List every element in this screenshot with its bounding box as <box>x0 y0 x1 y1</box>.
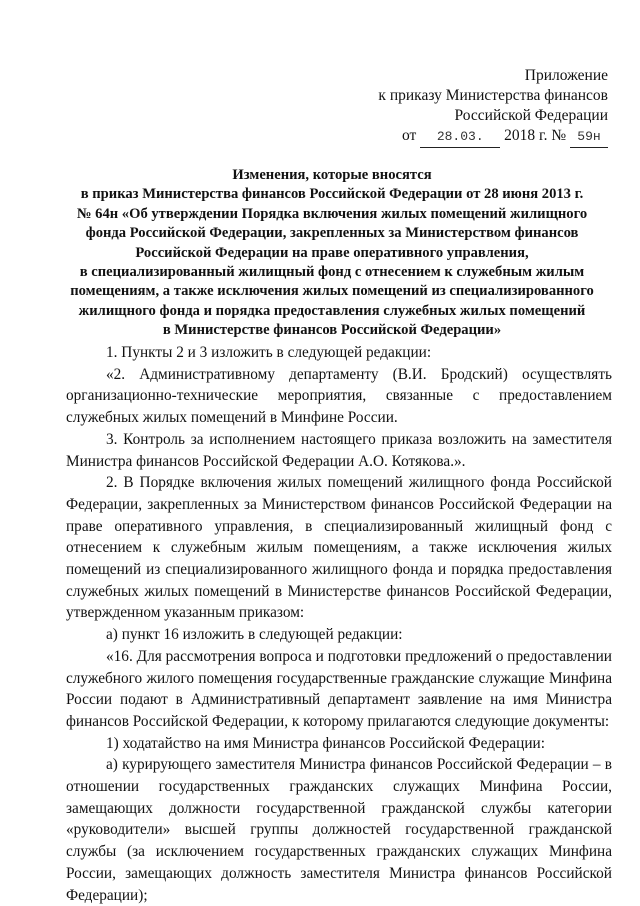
paragraph-4: 2. В Порядке включения жилых помещений жилищного фонда Российской Федерации, закрепленных за Министерством финансов Российской Федерации на праве оперативного управления, в специализированный жилищный фонд с отнесением к служебным жилым помещениям, а также исключения жилых помещений из специализированного жилищного фонда и порядка предоставления служебных жилых помещений в Министерстве финансов Российской Федерации, утвержденном указанным приказом: <box>66 474 612 622</box>
title-line: жилищного фонда и порядка предоставления служебных жилых помещений <box>78 302 586 319</box>
document-title <box>62 166 602 341</box>
title-line: Изменения, которые вносятся <box>232 167 432 183</box>
document-body <box>66 342 612 906</box>
title-line: Российской Федерации на праве оперативного управления, <box>135 244 529 261</box>
appendix-line-1: к приказу Министерства финансов <box>378 87 608 104</box>
paragraph-1: 1. Пункты 2 и 3 изложить в следующей редакции: <box>106 344 432 361</box>
order-year: 2018 г. № <box>504 127 567 144</box>
paragraph-2: «2. Административному департаменту (В.И. Бродский) осуществлять организационно-технические мероприятия, связанные с предоставлением служебных жилых помещений в Минфине России. <box>66 365 612 427</box>
paragraph-6: «16. Для рассмотрения вопроса и подготовки предложений о предоставлении служебного жилого помещения государственные гражданские служащие Минфина России подают в Административный департамент заявление на имя Министра финансов Российской Федерации, к которому прилагаются следующие документы: <box>66 647 612 730</box>
paragraph-8: а) курирующего заместителя Министра финансов Российской Федерации – в отношении государственных гражданских служащих Минфина России, замещающих должности государственной гражданской службы категории «руководители» высшей группы должностей государственной гражданской службы (за исключением государственных гражданских служащих Минфина России, замещающих должность заместителя Министра финансов Российской Федерации); <box>66 756 612 904</box>
title-line: в специализированный жилищный фонд с отнесением к служебным жилым <box>79 264 585 281</box>
appendix-line-2: Российской Федерации <box>454 107 608 124</box>
appendix-header <box>308 66 608 148</box>
title-line: в приказ Министерства финансов Российской Федерации от 28 июня 2013 г. <box>80 186 584 203</box>
order-number-field: 59н <box>570 127 608 148</box>
paragraph-7: 1) ходатайство на имя Министра финансов Российской Федерации: <box>106 734 545 752</box>
paragraph-3: 3. Контроль за исполнением настоящего приказа возложить на заместителя Министра финансов Российской Федерации А.О. Котякова.». <box>66 430 612 470</box>
title-line: помещениям, а также исключения жилых помещений из специализированного <box>70 283 594 300</box>
title-line: № 64н «Об утверждении Порядка включения жилых помещений жилищного <box>76 205 588 222</box>
appendix-title: Приложение <box>524 67 608 84</box>
title-line: фонда Российской Федерации, закрепленных за Министерством финансов <box>85 225 579 242</box>
paragraph-5: а) пункт 16 изложить в следующей редакции: <box>106 626 403 644</box>
order-prefix: от <box>402 127 417 144</box>
order-reference <box>308 126 608 148</box>
order-date-field: 28.03. <box>420 127 500 148</box>
title-line: в Министерстве финансов Российской Федерации» <box>162 322 502 339</box>
